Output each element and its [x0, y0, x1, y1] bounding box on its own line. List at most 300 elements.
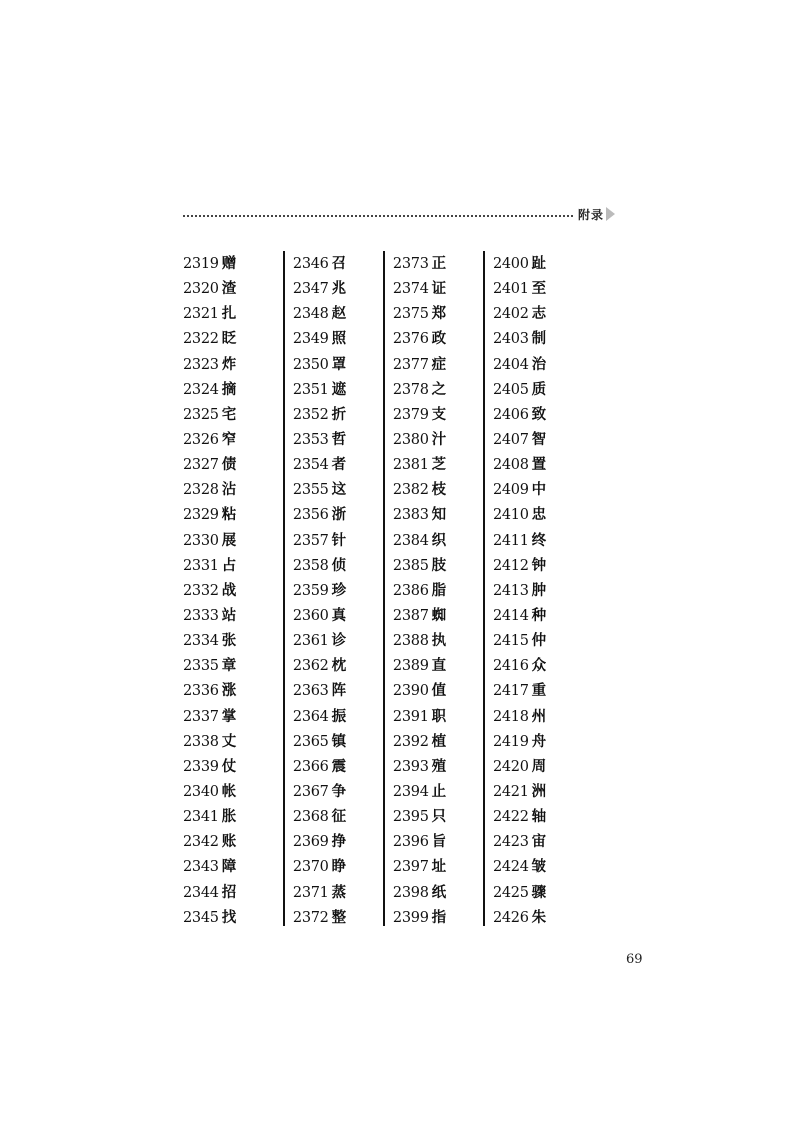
entry-number: 2369: [292, 834, 329, 851]
entry-number: 2424: [492, 859, 529, 876]
index-entry: [393, 804, 483, 829]
entry-number: 2387: [392, 607, 429, 624]
entry-number: 2394: [392, 783, 429, 800]
entry-number: 2342: [183, 834, 219, 851]
entry-number: 2343: [183, 859, 219, 876]
index-entry: [293, 628, 383, 653]
entry-number: 2383: [392, 507, 429, 524]
entry-number: 2354: [292, 457, 329, 474]
index-entry: [393, 854, 483, 879]
entry-number: 2353: [292, 431, 329, 448]
index-entry: [293, 553, 383, 578]
index-entry: [293, 276, 383, 301]
index-entry: [293, 477, 383, 502]
entry-character: 招: [221, 883, 237, 901]
index-entry: [393, 880, 483, 905]
index-entry: [393, 603, 483, 628]
entry-number: 2347: [292, 281, 329, 298]
entry-character: 展: [221, 531, 237, 549]
index-entry: [493, 352, 583, 377]
entry-character: 至: [531, 280, 547, 298]
index-entry: [293, 427, 383, 452]
header-dotted-rule: [183, 215, 573, 217]
entry-character: 针: [331, 531, 347, 549]
index-entry: [393, 326, 483, 351]
index-entry: [293, 880, 383, 905]
index-entry: [393, 779, 483, 804]
index-entry: [293, 653, 383, 678]
entry-character: 症: [431, 355, 447, 373]
entry-character: 值: [431, 682, 447, 700]
index-entry: [393, 578, 483, 603]
entry-number: 2389: [392, 658, 429, 675]
entry-character: 掌: [221, 707, 237, 725]
index-entry: [183, 251, 283, 276]
index-entry: [183, 402, 283, 427]
entry-character: 轴: [531, 808, 547, 826]
entry-number: 2403: [492, 331, 529, 348]
index-entry: [183, 729, 283, 754]
index-entry: [393, 678, 483, 703]
entry-character: 正: [431, 255, 447, 272]
index-entry: [183, 779, 283, 804]
character-index-table: [183, 251, 583, 926]
index-entry: [493, 553, 583, 578]
index-entry: [493, 452, 583, 477]
index-entry: [293, 905, 383, 930]
entry-number: 2367: [292, 783, 329, 800]
entry-number: 2414: [492, 607, 529, 624]
index-entry: [493, 829, 583, 854]
index-entry: [183, 276, 283, 301]
index-entry: [183, 704, 283, 729]
entry-number: 2407: [492, 431, 529, 448]
entry-character: 站: [221, 606, 237, 624]
entry-character: 照: [331, 330, 347, 348]
entry-character: 知: [431, 506, 447, 524]
entry-number: 2364: [292, 708, 329, 725]
entry-number: 2365: [292, 733, 329, 750]
entry-character: 纸: [431, 883, 447, 901]
index-column-4: [483, 251, 583, 926]
index-entry: [183, 377, 283, 402]
entry-character: 洲: [531, 782, 547, 800]
entry-number: 2368: [292, 809, 329, 826]
index-entry: [183, 427, 283, 452]
entry-character: 众: [531, 657, 547, 675]
entry-character: 肿: [531, 581, 547, 599]
index-entry: [183, 301, 283, 326]
entry-number: 2338: [183, 733, 219, 750]
entry-character: 睁: [331, 858, 347, 876]
entry-number: 2372: [292, 909, 329, 926]
entry-number: 2381: [392, 457, 429, 474]
entry-character: 兆: [331, 280, 347, 298]
entry-character: 赵: [331, 305, 347, 323]
index-entry: [183, 502, 283, 527]
entry-number: 2324: [183, 381, 219, 398]
index-entry: [183, 653, 283, 678]
entry-character: 职: [431, 707, 447, 725]
entry-character: 召: [331, 255, 347, 272]
entry-character: 诊: [331, 632, 347, 650]
index-entry: [183, 452, 283, 477]
entry-number: 2334: [183, 633, 219, 650]
index-entry: [183, 854, 283, 879]
entry-character: 挣: [331, 833, 347, 851]
entry-character: 占: [221, 556, 237, 574]
entry-number: 2419: [492, 733, 529, 750]
entry-number: 2361: [292, 633, 329, 650]
index-entry: [493, 326, 583, 351]
entry-character: 渣: [221, 280, 237, 298]
entry-character: 账: [221, 833, 237, 851]
entry-number: 2362: [292, 658, 329, 675]
index-entry: [183, 905, 283, 930]
entry-character: 州: [531, 707, 547, 725]
entry-number: 2397: [392, 859, 429, 876]
entry-character: 证: [431, 280, 447, 298]
index-entry: [293, 326, 383, 351]
entry-number: 2352: [292, 406, 329, 423]
index-entry: [393, 276, 483, 301]
index-entry: [293, 502, 383, 527]
entry-character: 植: [431, 732, 447, 750]
index-entry: [493, 528, 583, 553]
index-entry: [183, 804, 283, 829]
entry-character: 窄: [221, 430, 237, 448]
entry-number: 2325: [183, 406, 219, 423]
entry-number: 2349: [292, 331, 329, 348]
entry-number: 2406: [492, 406, 529, 423]
entry-character: 质: [531, 380, 547, 398]
entry-number: 2371: [292, 884, 329, 901]
entry-character: 舟: [531, 732, 547, 750]
index-entry: [293, 754, 383, 779]
entry-number: 2404: [492, 356, 529, 373]
index-entry: [493, 804, 583, 829]
entry-character: 这: [331, 481, 347, 499]
entry-character: 震: [331, 757, 347, 775]
entry-character: 炸: [221, 355, 237, 373]
index-entry: [493, 854, 583, 879]
entry-character: 郑: [431, 305, 447, 323]
page-number: 69: [626, 952, 643, 967]
entry-number: 2396: [392, 834, 429, 851]
entry-number: 2410: [492, 507, 529, 524]
entry-number: 2388: [392, 633, 429, 650]
index-entry: [393, 402, 483, 427]
entry-character: 债: [221, 456, 237, 474]
entry-character: 皱: [531, 858, 547, 876]
entry-number: 2400: [492, 256, 529, 272]
entry-character: 朱: [531, 908, 547, 926]
entry-character: 周: [531, 757, 547, 775]
entry-character: 沾: [221, 481, 237, 499]
index-entry: [393, 653, 483, 678]
index-entry: [293, 452, 383, 477]
entry-number: 2412: [492, 557, 529, 574]
index-entry: [293, 528, 383, 553]
entry-character: 遮: [331, 380, 347, 398]
index-entry: [493, 578, 583, 603]
index-entry: [183, 628, 283, 653]
entry-number: 2377: [392, 356, 429, 373]
entry-character: 真: [331, 606, 347, 624]
entry-number: 2405: [492, 381, 529, 398]
entry-number: 2357: [292, 532, 329, 549]
entry-character: 殖: [431, 757, 447, 775]
entry-character: 种: [531, 606, 547, 624]
entry-character: 哲: [331, 430, 347, 448]
entry-number: 2421: [492, 783, 529, 800]
entry-number: 2344: [183, 884, 219, 901]
entry-number: 2385: [392, 557, 429, 574]
entry-number: 2330: [183, 532, 219, 549]
entry-character: 丈: [221, 732, 237, 750]
index-entry: [393, 829, 483, 854]
entry-number: 2399: [392, 909, 429, 926]
entry-number: 2345: [183, 909, 219, 926]
entry-number: 2392: [392, 733, 429, 750]
entry-character: 蒸: [331, 883, 347, 901]
index-entry: [393, 301, 483, 326]
entry-character: 芝: [431, 456, 447, 474]
entry-number: 2416: [492, 658, 529, 675]
entry-character: 肢: [431, 556, 447, 574]
entry-character: 涨: [221, 682, 237, 700]
entry-character: 罩: [331, 355, 347, 373]
index-entry: [393, 502, 483, 527]
index-entry: [293, 704, 383, 729]
index-entry: [183, 754, 283, 779]
entry-number: 2339: [183, 758, 219, 775]
entry-character: 者: [331, 456, 347, 474]
index-entry: [393, 377, 483, 402]
entry-number: 2425: [492, 884, 529, 901]
entry-character: 仲: [531, 632, 547, 650]
entry-character: 止: [431, 782, 447, 800]
entry-character: 钟: [531, 556, 547, 574]
entry-character: 宅: [221, 405, 237, 423]
entry-number: 2319: [183, 256, 219, 272]
entry-character: 扎: [221, 305, 237, 323]
index-entry: [493, 427, 583, 452]
entry-number: 2415: [492, 633, 529, 650]
entry-number: 2401: [492, 281, 529, 298]
entry-number: 2322: [183, 331, 219, 348]
entry-number: 2379: [392, 406, 429, 423]
entry-number: 2384: [392, 532, 429, 549]
entry-character: 障: [221, 858, 237, 876]
entry-number: 2360: [292, 607, 329, 624]
entry-number: 2358: [292, 557, 329, 574]
entry-number: 2326: [183, 431, 219, 448]
entry-number: 2398: [392, 884, 429, 901]
entry-character: 骤: [531, 883, 547, 901]
index-entry: [393, 553, 483, 578]
index-entry: [393, 628, 483, 653]
index-entry: [183, 880, 283, 905]
index-entry: [493, 402, 583, 427]
entry-number: 2331: [183, 557, 219, 574]
section-label: 附录: [578, 208, 605, 222]
index-entry: [183, 553, 283, 578]
index-entry: [293, 829, 383, 854]
entry-character: 忠: [531, 506, 547, 524]
index-entry: [293, 402, 383, 427]
entry-character: 治: [531, 355, 547, 373]
index-entry: [183, 477, 283, 502]
entry-character: 旨: [431, 833, 447, 851]
entry-number: 2336: [183, 683, 219, 700]
entry-number: 2395: [392, 809, 429, 826]
entry-character: 中: [531, 481, 547, 499]
index-entry: [293, 854, 383, 879]
entry-character: 眨: [221, 330, 237, 348]
entry-number: 2390: [392, 683, 429, 700]
index-entry: [493, 729, 583, 754]
entry-number: 2356: [292, 507, 329, 524]
entry-character: 致: [531, 405, 547, 423]
entry-character: 宙: [531, 833, 547, 851]
entry-character: 指: [431, 908, 447, 926]
entry-number: 2380: [392, 431, 429, 448]
entry-number: 2327: [183, 457, 219, 474]
entry-number: 2376: [392, 331, 429, 348]
entry-number: 2426: [492, 909, 529, 926]
entry-number: 2386: [392, 582, 429, 599]
entry-number: 2355: [292, 482, 329, 499]
index-column-3: [383, 251, 483, 926]
entry-number: 2375: [392, 306, 429, 323]
entry-character: 智: [531, 430, 547, 448]
entry-number: 2378: [392, 381, 429, 398]
index-entry: [493, 653, 583, 678]
entry-character: 帐: [221, 782, 237, 800]
index-entry: [393, 528, 483, 553]
entry-character: 赠: [221, 255, 237, 272]
entry-number: 2321: [183, 306, 219, 323]
entry-number: 2329: [183, 507, 219, 524]
index-entry: [393, 754, 483, 779]
entry-character: 脂: [431, 581, 447, 599]
entry-character: 侦: [331, 556, 347, 574]
entry-character: 争: [331, 782, 347, 800]
index-entry: [293, 352, 383, 377]
entry-number: 2374: [392, 281, 429, 298]
entry-character: 汁: [431, 430, 447, 448]
entry-number: 2341: [183, 809, 219, 826]
entry-character: 政: [431, 330, 447, 348]
entry-character: 征: [331, 808, 347, 826]
index-entry: [493, 754, 583, 779]
entry-number: 2420: [492, 758, 529, 775]
entry-character: 址: [431, 858, 447, 876]
entry-number: 2320: [183, 281, 219, 298]
entry-character: 镇: [331, 732, 347, 750]
entry-character: 找: [221, 908, 237, 926]
index-entry: [293, 603, 383, 628]
entry-character: 执: [431, 632, 447, 650]
entry-number: 2411: [492, 532, 529, 549]
index-column-2: [283, 251, 383, 926]
index-entry: [293, 804, 383, 829]
index-entry: [183, 678, 283, 703]
entry-number: 2337: [183, 708, 219, 725]
entry-character: 支: [431, 405, 447, 423]
index-entry: [493, 477, 583, 502]
index-entry: [493, 603, 583, 628]
entry-number: 2359: [292, 582, 329, 599]
index-entry: [293, 377, 383, 402]
index-entry: [393, 704, 483, 729]
index-entry: [393, 477, 483, 502]
entry-number: 2373: [392, 256, 429, 272]
index-entry: [293, 251, 383, 276]
entry-number: 2346: [292, 256, 329, 272]
entry-number: 2391: [392, 708, 429, 725]
entry-number: 2332: [183, 582, 219, 599]
entry-number: 2335: [183, 658, 219, 675]
entry-character: 终: [531, 531, 547, 549]
entry-character: 趾: [531, 255, 547, 272]
index-entry: [293, 301, 383, 326]
entry-character: 枕: [331, 657, 347, 675]
entry-character: 仗: [221, 757, 237, 775]
entry-number: 2408: [492, 457, 529, 474]
index-entry: [183, 352, 283, 377]
entry-character: 摘: [221, 380, 237, 398]
triangle-marker-icon: [606, 207, 615, 221]
entry-number: 2363: [292, 683, 329, 700]
index-entry: [493, 704, 583, 729]
entry-character: 只: [431, 808, 447, 826]
entry-character: 制: [531, 330, 547, 348]
entry-number: 2418: [492, 708, 529, 725]
index-entry: [183, 578, 283, 603]
index-entry: [393, 905, 483, 930]
entry-character: 直: [431, 657, 447, 675]
entry-character: 珍: [331, 581, 347, 599]
entry-character: 张: [221, 632, 237, 650]
index-entry: [493, 628, 583, 653]
entry-character: 浙: [331, 506, 347, 524]
entry-number: 2348: [292, 306, 329, 323]
entry-number: 2402: [492, 306, 529, 323]
entry-character: 蜘: [431, 606, 447, 624]
index-entry: [493, 779, 583, 804]
index-column-1: [183, 251, 283, 926]
index-entry: [493, 880, 583, 905]
index-entry: [293, 729, 383, 754]
entry-character: 置: [531, 456, 547, 474]
index-entry: [393, 452, 483, 477]
entry-number: 2333: [183, 607, 219, 624]
index-entry: [493, 502, 583, 527]
index-entry: [393, 251, 483, 276]
entry-number: 2370: [292, 859, 329, 876]
index-entry: [493, 905, 583, 930]
entry-character: 章: [221, 657, 237, 675]
index-entry: [293, 578, 383, 603]
entry-character: 战: [221, 581, 237, 599]
entry-number: 2393: [392, 758, 429, 775]
entry-character: 粘: [221, 506, 237, 524]
index-entry: [393, 427, 483, 452]
entry-character: 折: [331, 405, 347, 423]
entry-character: 整: [331, 908, 347, 926]
